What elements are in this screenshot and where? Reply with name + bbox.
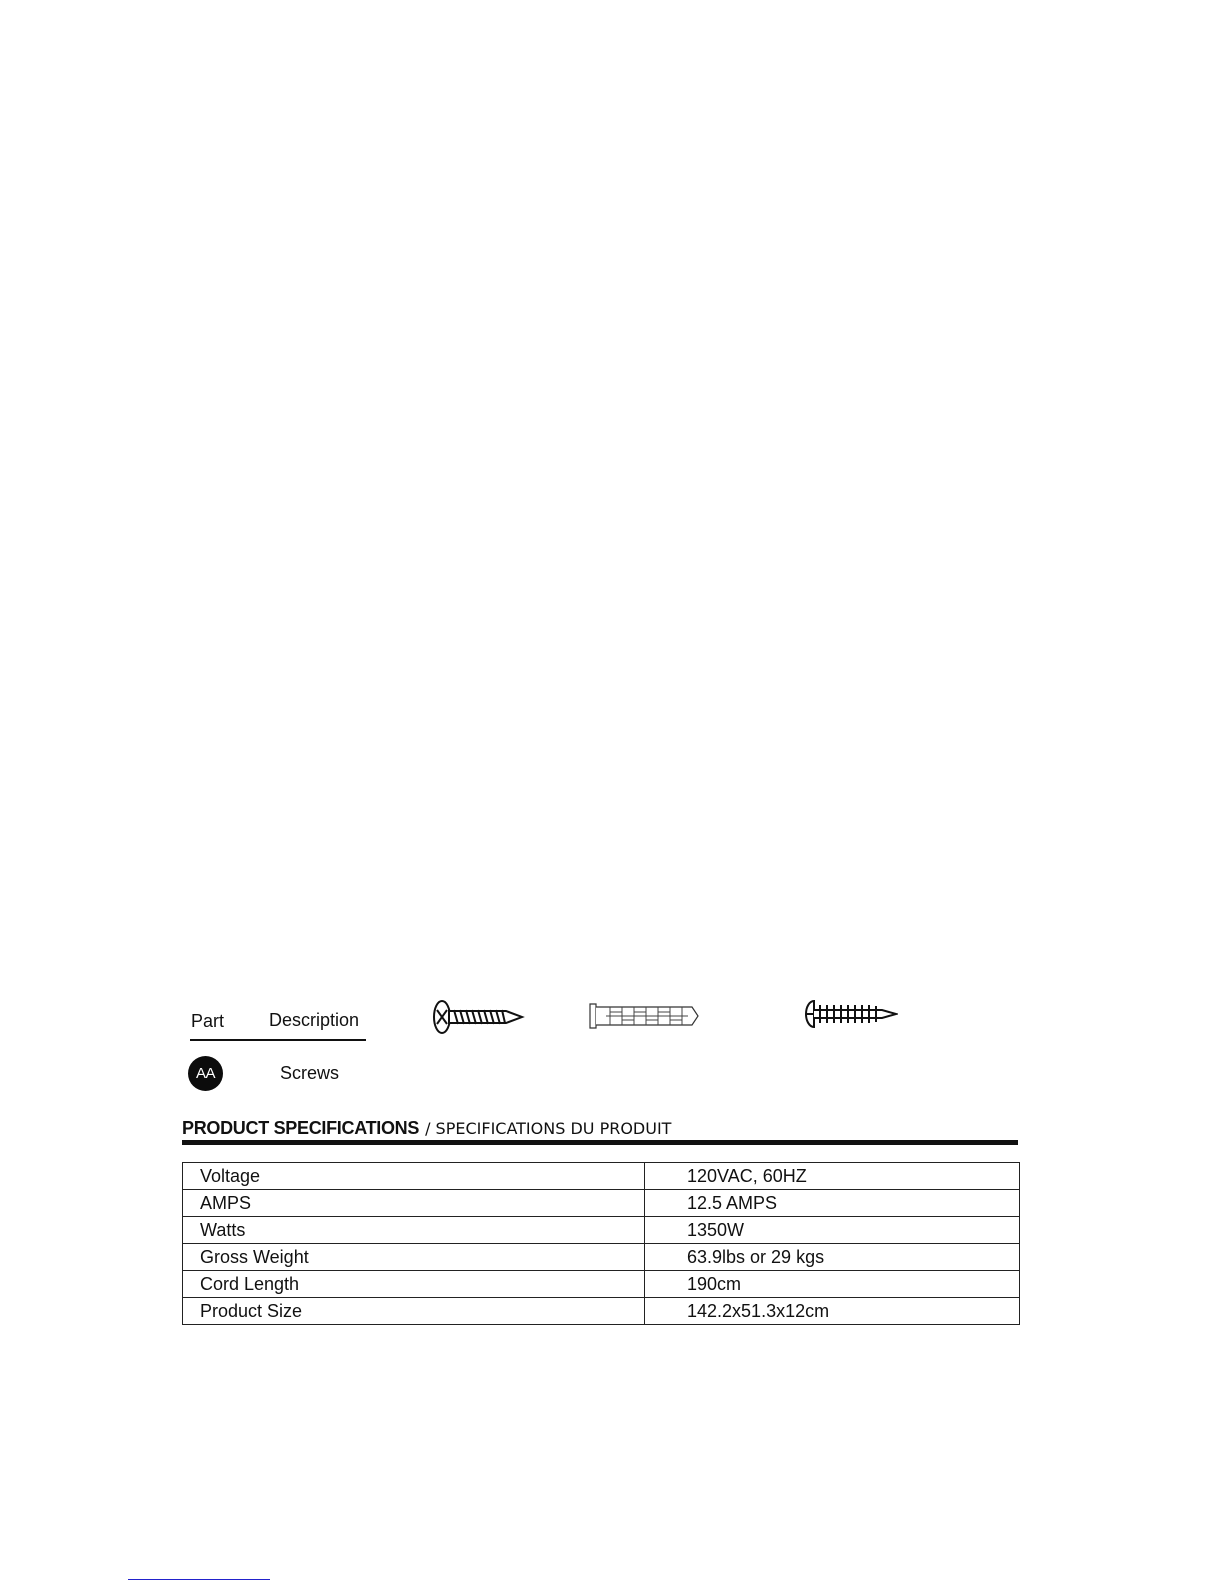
specifications-title-fr: / SPECIFICATIONS DU PRODUIT (425, 1119, 672, 1138)
table-row (183, 1271, 1020, 1298)
part-description: Screws (280, 1063, 340, 1083)
specifications-table (182, 1162, 1020, 1325)
description-column-header: Description (269, 1010, 360, 1030)
spec-value: 12.5 AMPS (645, 1190, 1020, 1217)
spec-value: 1350W (645, 1217, 1020, 1244)
spec-label: Product Size (183, 1298, 645, 1325)
specifications-title-en: PRODUCT SPECIFICATIONS (182, 1118, 420, 1138)
spec-label: Gross Weight (183, 1244, 645, 1271)
spec-value: 63.9lbs or 29 kgs (645, 1244, 1020, 1271)
round-head-screw-icon (804, 999, 898, 1034)
spec-label: Watts (183, 1217, 645, 1244)
spec-label: AMPS (183, 1190, 645, 1217)
parts-table-header (190, 1003, 366, 1041)
phillips-pan-head-screw-icon (432, 999, 526, 1040)
specifications-heading (182, 1118, 1018, 1145)
table-row (183, 1217, 1020, 1244)
part-badge: AA (188, 1056, 223, 1091)
spec-value: 190cm (645, 1271, 1020, 1298)
spec-label: Voltage (183, 1163, 645, 1190)
table-row (183, 1163, 1020, 1190)
spec-value: 142.2x51.3x12cm (645, 1298, 1020, 1325)
spec-label: Cord Length (183, 1271, 645, 1298)
wall-anchor-icon (588, 1003, 700, 1034)
spec-value: 120VAC, 60HZ (645, 1163, 1020, 1190)
part-column-header: Part (191, 1011, 225, 1031)
table-row (183, 1244, 1020, 1271)
table-row (183, 1190, 1020, 1217)
footnote-divider (128, 1579, 270, 1580)
table-row (183, 1298, 1020, 1325)
